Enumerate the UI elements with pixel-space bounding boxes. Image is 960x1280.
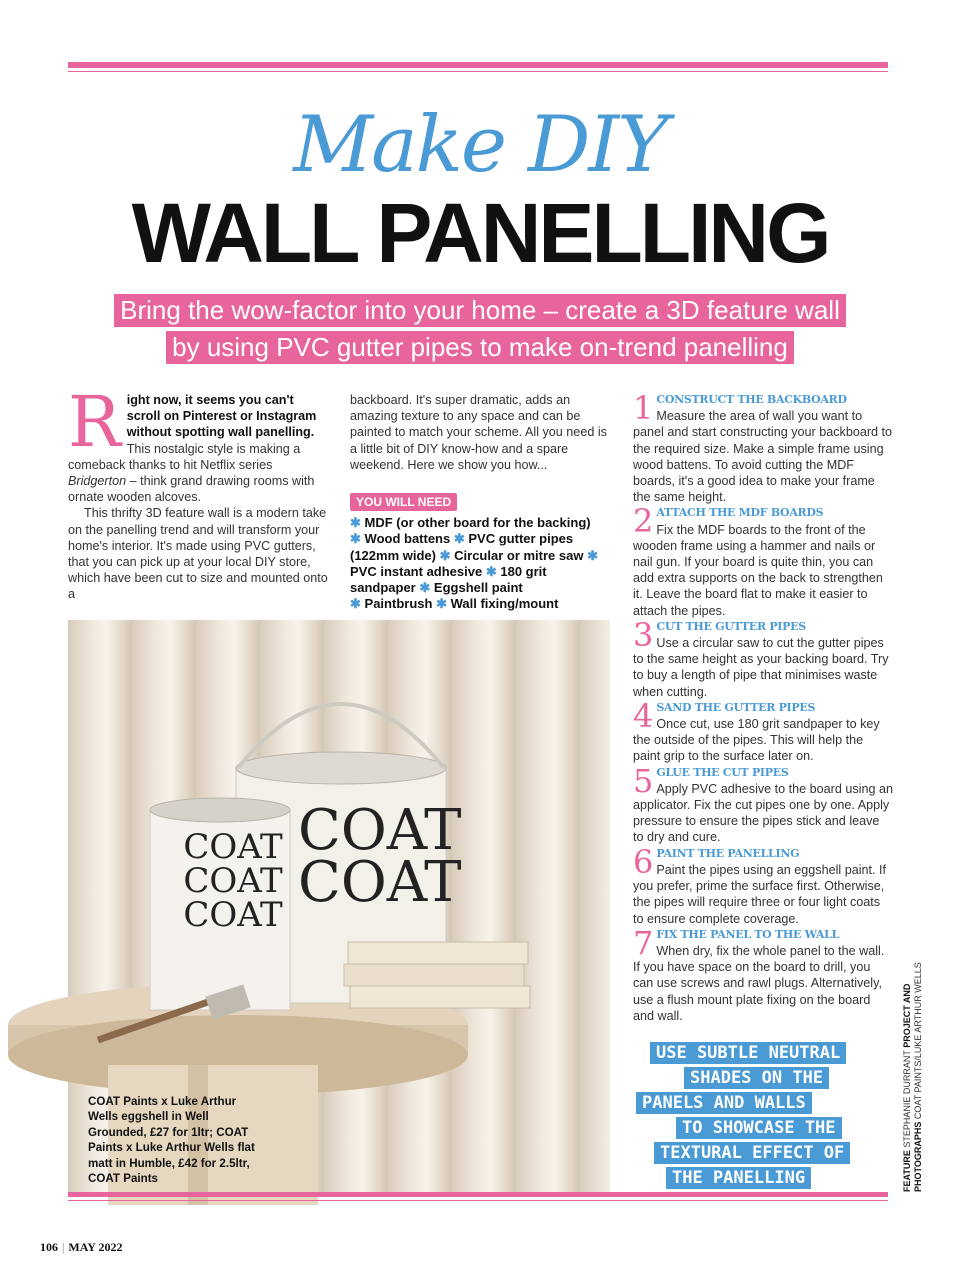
need-item: Wall fixing/mount [450, 596, 559, 612]
step-text: Fix the MDF boards to the front of the wooden frame using a hammer and nails or nail gun. If your board is quite thin, you can add extra supports on the back to strengthen it. Leave the board flat to make it easier to attach the pipes. [633, 522, 883, 618]
need-item: PVC gutter pipes (122mm wide) [350, 531, 574, 563]
step-title: FIX THE PANEL TO THE WALL [656, 927, 840, 941]
step-number: 3 [633, 615, 654, 654]
intro-paragraph-3: backboard. It's super dramatic, adds an amazing texture to any space and can be painted to match your scheme. All you need is a little bit of DIY know-how and a spare weekend. Here we show you how... [350, 393, 607, 472]
intro-paragraph-2: This thrifty 3D feature wall is a modern take on the panelling trend and will transform your home's interior. It's made using PVC gutters, that you can pick up at your local DIY store, which have been cut to size and mounted onto a [68, 506, 328, 602]
tin-label-text: COAT [183, 895, 283, 935]
step-text: When dry, fix the whole panel to the wall. If you have space on the board to drill, you can use screws and rawl plugs. Alternatively, use a flush mount plate fixing on the board and wall. [633, 943, 885, 1023]
asterisk-icon: ✱ [485, 563, 497, 579]
top-rule-thin [68, 71, 888, 72]
intro-text-a: This nostalgic style is making a comeback thanks to hit Netflix series [68, 441, 301, 472]
step-text: Apply PVC adhesive to the board using an applicator. Fix the cut pipes one by one. Apply pressure to ensure the pipes stick and leave to dry and cure. [633, 781, 893, 845]
page-number: 106 [40, 1240, 58, 1254]
need-item: Eggshell paint [433, 580, 523, 596]
middle-column [350, 392, 612, 612]
tin-label-text: COAT [183, 861, 283, 901]
step-number: 7 [633, 923, 654, 962]
step-7 [633, 923, 893, 1024]
step-number: 5 [633, 761, 654, 800]
asterisk-icon: ✱ [587, 547, 598, 563]
tin-label-text: COAT [183, 827, 283, 867]
tin-label-text: COAT [298, 850, 462, 915]
callout-line: SHADES ON THE [684, 1067, 829, 1089]
intro-text-b: – think grand drawing rooms with ornate wooden alcoves. [68, 474, 315, 505]
bottom-rule-thin [68, 1200, 888, 1201]
asterisk-icon: ✱ [439, 547, 451, 563]
title-script: Make DIY [293, 100, 667, 190]
tile [350, 986, 530, 1008]
need-item: MDF (or other board for the backing) [364, 515, 591, 531]
standfirst-line-1: Bring the wow-factor into your home – create a 3D feature wall [114, 294, 846, 327]
large-tin-label [298, 798, 462, 915]
step-number: 1 [633, 389, 654, 427]
step-number: 4 [633, 696, 654, 735]
step-2 [633, 502, 893, 618]
tile [348, 942, 528, 964]
top-rule-thick [68, 62, 888, 68]
step-text: Measure the area of wall you want to panel and start constructing your backboard to the required size. Make a simple frame using wood battens. To avoid cutting the MDF boards, it's a good idea to make your frame the same height. [633, 409, 893, 505]
intro-lead: ight now, it seems you can't scroll on Pinterest or Instagram without spotting wall panelling. [126, 393, 317, 440]
credit-label: FEATURE [902, 1150, 912, 1192]
callout-line: USE SUBTLE NEUTRAL [650, 1042, 846, 1064]
credit-label: PROJECT AND PHOTOGRAPHS [902, 983, 923, 1192]
step-text: Once cut, use 180 grit sandpaper to key the outside of the pipes. This will help the paint grip to the surface later on. [633, 717, 880, 764]
asterisk-icon: ✱ [350, 596, 361, 612]
large-tin-rim [236, 752, 446, 784]
issue-date: MAY 2022 [68, 1240, 123, 1254]
tile [344, 964, 524, 986]
intro-paragraph-1 [68, 381, 330, 505]
step-text: Use a circular saw to cut the gutter pipes to the same height as your backing board. Try to buy a length of pipe that minimises waste when cutting. [633, 636, 889, 699]
step-number: 6 [633, 842, 654, 881]
need-item: Circular or mitre saw [454, 547, 584, 563]
callout-line: THE PANELLING [666, 1167, 811, 1189]
small-tin-label [178, 827, 288, 935]
asterisk-icon: ✱ [453, 531, 465, 547]
need-item: 180 grit sandpaper [350, 563, 547, 596]
step-number: 2 [633, 502, 654, 541]
step-title: CONSTRUCT THE BACKBOARD [656, 393, 847, 406]
credit-name: STEPHANIE DURRANT [902, 1050, 912, 1148]
asterisk-icon: ✱ [436, 596, 447, 612]
step-title: PAINT THE PANELLING [656, 846, 800, 860]
need-item: Wood battens [364, 531, 451, 547]
intro-column [68, 381, 330, 603]
steps-column [633, 389, 893, 1024]
asterisk-icon: ✱ [350, 515, 361, 531]
footer-separator: | [62, 1240, 65, 1254]
small-tin-rim [150, 798, 290, 822]
intro-italic: Bridgerton [68, 474, 127, 489]
step-6 [633, 842, 893, 927]
asterisk-icon: ✱ [419, 580, 431, 596]
callout-line: TEXTURAL EFFECT OF [654, 1142, 850, 1164]
standfirst-line-2: by using PVC gutter pipes to make on-trend panelling [166, 331, 794, 364]
tip-callout [636, 1042, 892, 1192]
asterisk-icon: ✱ [350, 531, 361, 547]
callout-line: PANELS AND WALLS [636, 1092, 812, 1114]
drop-cap: R [68, 381, 121, 463]
tin-label-text: COAT [298, 798, 462, 863]
need-item: PVC instant adhesive [350, 563, 483, 579]
step-title: SAND THE GUTTER PIPES [656, 700, 816, 714]
page-footer [40, 1240, 123, 1255]
callout-line: TO SHOWCASE THE [676, 1117, 842, 1139]
step-5 [633, 761, 893, 846]
page-title: WALL PANELLING [131, 186, 829, 280]
step-title: GLUE THE CUT PIPES [656, 765, 789, 779]
you-will-need-label: YOU WILL NEED [350, 493, 457, 511]
step-1 [633, 389, 893, 505]
step-title: ATTACH THE MDF BOARDS [656, 506, 824, 520]
step-text: Paint the pipes using an eggshell paint. If you prefer, prime the surface first. Otherwise, the pipes will require three or four light coats to ensure complete coverage. [633, 862, 887, 926]
bottom-rule-thick [68, 1192, 888, 1197]
photo-caption: COAT Paints x Luke Arthur Wells eggshell in Well Grounded, £27 for 1ltr; COAT Paints x Luke Arthur Wells flat matt in Humble, £42 for 2.5ltr, COAT Paints [88, 1095, 255, 1186]
step-4 [633, 696, 893, 765]
step-title: CUT THE GUTTER PIPES [656, 619, 806, 633]
step-3 [633, 615, 893, 700]
need-item: Paintbrush [364, 596, 433, 612]
you-will-need-list [350, 515, 612, 612]
photo-credits [902, 922, 924, 1192]
credit-name: COAT PAINTS/LUKE ARTHUR WELLS [913, 962, 923, 1120]
standfirst [0, 292, 960, 366]
